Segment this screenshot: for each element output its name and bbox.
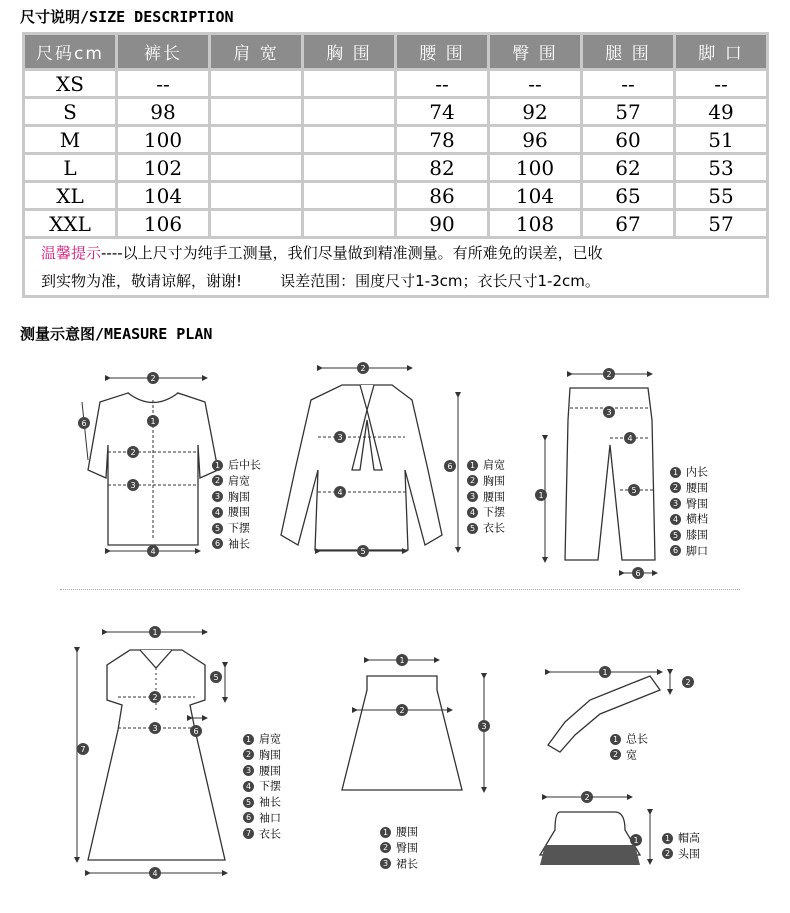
shirt-marker-2 [357, 362, 369, 374]
hat-marker-1 [630, 834, 642, 846]
svg-text:3: 3 [152, 724, 158, 733]
table-cell: 51 [676, 127, 766, 152]
svg-text:3: 3 [337, 433, 343, 442]
pants-illustration [545, 374, 655, 573]
svg-text:7: 7 [80, 745, 86, 754]
table-cell: XXL [25, 211, 115, 236]
svg-text:3: 3 [481, 722, 487, 731]
pants-marker-4 [624, 432, 636, 444]
legend-item: 1 肩宽 [467, 457, 505, 473]
dress-marker-2 [149, 691, 161, 703]
legend-item: 7 衣长 [243, 826, 281, 842]
table-cell: 78 [397, 127, 487, 152]
header-pants-length: 裤长 [118, 35, 208, 68]
svg-text:1: 1 [602, 668, 608, 677]
svg-text:5: 5 [360, 547, 366, 556]
header-shoulder: 肩 宽 [211, 35, 301, 68]
svg-text:2: 2 [584, 793, 590, 802]
table-cell: 49 [676, 99, 766, 124]
pants-marker-5 [628, 484, 640, 496]
table-cell: 100 [118, 127, 208, 152]
legend-item: 5 袖长 [243, 794, 281, 810]
table-cell: 104 [118, 183, 208, 208]
note-line-2: 到实物为准，敬请谅解，谢谢! 误差范围：围度尺寸1-3cm；衣长尺寸1-2cm。 [41, 272, 600, 290]
shirt-legend [467, 457, 505, 536]
tshirt-marker-6 [78, 417, 90, 429]
pants-marker-1 [535, 489, 547, 501]
legend-item: 6 袖口 [243, 810, 281, 826]
svg-text:1: 1 [399, 656, 405, 665]
hat-legend [662, 830, 700, 862]
pants-marker-3 [603, 406, 615, 418]
svg-text:2: 2 [130, 448, 136, 457]
header-waist: 腰 围 [397, 35, 487, 68]
legend-item: 3 腰围 [467, 489, 505, 505]
header-thigh: 腿 围 [583, 35, 673, 68]
legend-item: 1 总长 [610, 731, 648, 747]
table-cell: 86 [397, 183, 487, 208]
legend-item: 5 衣长 [467, 520, 505, 536]
legend-item: 3 裙长 [380, 856, 418, 872]
scarf-legend [610, 731, 648, 763]
table-cell: 104 [490, 183, 580, 208]
dress-legend [243, 731, 281, 841]
legend-item: 6 袖长 [212, 536, 261, 552]
pants-legend [670, 464, 708, 559]
tshirt-marker-4 [147, 545, 159, 557]
skirt-marker-1 [396, 654, 408, 666]
svg-text:2: 2 [150, 374, 156, 383]
pants-marker-6 [632, 567, 644, 579]
svg-text:2: 2 [685, 678, 691, 687]
header-hip: 臀 围 [490, 35, 580, 68]
tshirt-marker-1 [147, 415, 159, 427]
svg-text:1: 1 [538, 491, 544, 500]
legend-item: 4 下摆 [467, 504, 505, 520]
skirt-illustration [342, 660, 487, 790]
table-cell: XL [25, 183, 115, 208]
legend-item: 1 帽高 [662, 830, 700, 846]
table-cell: -- [676, 71, 766, 96]
table-cell: 53 [676, 155, 766, 180]
skirt-marker-2 [396, 704, 408, 716]
table-cell: -- [583, 71, 673, 96]
legend-item: 2 胸围 [243, 747, 281, 763]
svg-text:1: 1 [152, 628, 158, 637]
table-cell: 90 [397, 211, 487, 236]
skirt-legend [380, 824, 418, 871]
table-cell: 82 [397, 155, 487, 180]
tshirt-marker-2 [147, 372, 159, 384]
legend-item: 3 胸围 [212, 489, 261, 505]
table-cell: 62 [583, 155, 673, 180]
legend-item: 4 腰围 [212, 504, 261, 520]
table-cell: 106 [118, 211, 208, 236]
size-description-title: 尺寸说明/SIZE DESCRIPTION [20, 8, 234, 26]
table-cell: 98 [118, 99, 208, 124]
svg-text:2: 2 [399, 706, 405, 715]
legend-item: 2 臀围 [380, 840, 418, 856]
table-cell: 57 [583, 99, 673, 124]
dress-marker-3 [149, 722, 161, 734]
table-cell: L [25, 155, 115, 180]
note-highlight: 温馨提示 [41, 244, 102, 262]
shirt-illustration [281, 368, 458, 551]
table-cell: 92 [490, 99, 580, 124]
legend-item: 6 脚口 [670, 543, 708, 559]
svg-text:1: 1 [633, 836, 639, 845]
table-cell: S [25, 99, 115, 124]
table-cell: 55 [676, 183, 766, 208]
legend-item: 2 腰围 [670, 480, 708, 496]
svg-text:6: 6 [447, 462, 453, 471]
table-cell: -- [118, 71, 208, 96]
note-line-1: ----以上尺寸为纯手工测量，我们尽量做到精准测量。有所难免的误差，已收 [101, 244, 603, 262]
svg-text:4: 4 [150, 547, 156, 556]
svg-text:6: 6 [635, 569, 641, 578]
tshirt-marker-3 [127, 479, 139, 491]
table-cell: 74 [397, 99, 487, 124]
svg-text:3: 3 [130, 481, 136, 490]
table-cell: 102 [118, 155, 208, 180]
svg-text:4: 4 [337, 488, 343, 497]
tshirt-legend [212, 457, 261, 552]
svg-text:6: 6 [81, 419, 87, 428]
legend-item: 3 腰围 [243, 763, 281, 779]
dress-marker-7 [77, 743, 89, 755]
dress-marker-6 [190, 725, 202, 737]
table-cell: -- [397, 71, 487, 96]
dress-marker-5 [210, 671, 222, 683]
legend-item: 5 膝围 [670, 527, 708, 543]
legend-item: 1 腰围 [380, 824, 418, 840]
table-cell: 67 [583, 211, 673, 236]
shirt-marker-6 [444, 460, 456, 472]
table-cell: 57 [676, 211, 766, 236]
legend-item: 1 肩宽 [243, 731, 281, 747]
scarf-marker-1 [599, 666, 611, 678]
table-cell: M [25, 127, 115, 152]
table-cell: 96 [490, 127, 580, 152]
pants-marker-2 [603, 368, 615, 380]
legend-item: 2 肩宽 [212, 473, 261, 489]
shirt-marker-3 [334, 431, 346, 443]
tshirt-marker-2b [127, 446, 139, 458]
dress-marker-1 [149, 626, 161, 638]
legend-item: 1 后中长 [212, 457, 261, 473]
legend-item: 2 头围 [662, 846, 700, 862]
svg-text:5: 5 [213, 673, 219, 682]
svg-text:6: 6 [193, 727, 199, 736]
svg-text:2: 2 [360, 364, 366, 373]
svg-text:1: 1 [150, 417, 156, 426]
svg-text:2: 2 [152, 693, 158, 702]
table-cell: 65 [583, 183, 673, 208]
hat-marker-2 [581, 791, 593, 803]
legend-item: 4 横档 [670, 511, 708, 527]
legend-item: 4 下摆 [243, 778, 281, 794]
header-size: 尺码cm [25, 35, 115, 68]
svg-text:5: 5 [631, 486, 637, 495]
table-cell: 108 [490, 211, 580, 236]
svg-text:3: 3 [606, 408, 612, 417]
skirt-marker-3 [478, 720, 490, 732]
legend-item: 5 下摆 [212, 520, 261, 536]
svg-text:4: 4 [152, 869, 158, 878]
table-cell: 60 [583, 127, 673, 152]
hat-illustration [540, 797, 650, 865]
shirt-marker-4 [334, 486, 346, 498]
dress-marker-4 [149, 867, 161, 879]
svg-text:2: 2 [606, 370, 612, 379]
dress-illustration [77, 632, 225, 873]
table-cell: 100 [490, 155, 580, 180]
tshirt-illustration [82, 378, 218, 551]
legend-item: 1 内长 [670, 464, 708, 480]
table-cell: XS [25, 71, 115, 96]
svg-text:4: 4 [627, 434, 633, 443]
legend-item: 3 臀围 [670, 496, 708, 512]
scarf-illustration [548, 672, 670, 752]
header-chest: 胸 围 [304, 35, 394, 68]
legend-item: 2 宽 [610, 747, 648, 763]
header-leg-opening: 脚 口 [676, 35, 766, 68]
measure-plan-title: 测量示意图/MEASURE PLAN [20, 325, 213, 343]
legend-item: 2 胸围 [467, 473, 505, 489]
table-cell: -- [490, 71, 580, 96]
scarf-marker-2 [682, 676, 694, 688]
shirt-marker-5 [357, 545, 369, 557]
